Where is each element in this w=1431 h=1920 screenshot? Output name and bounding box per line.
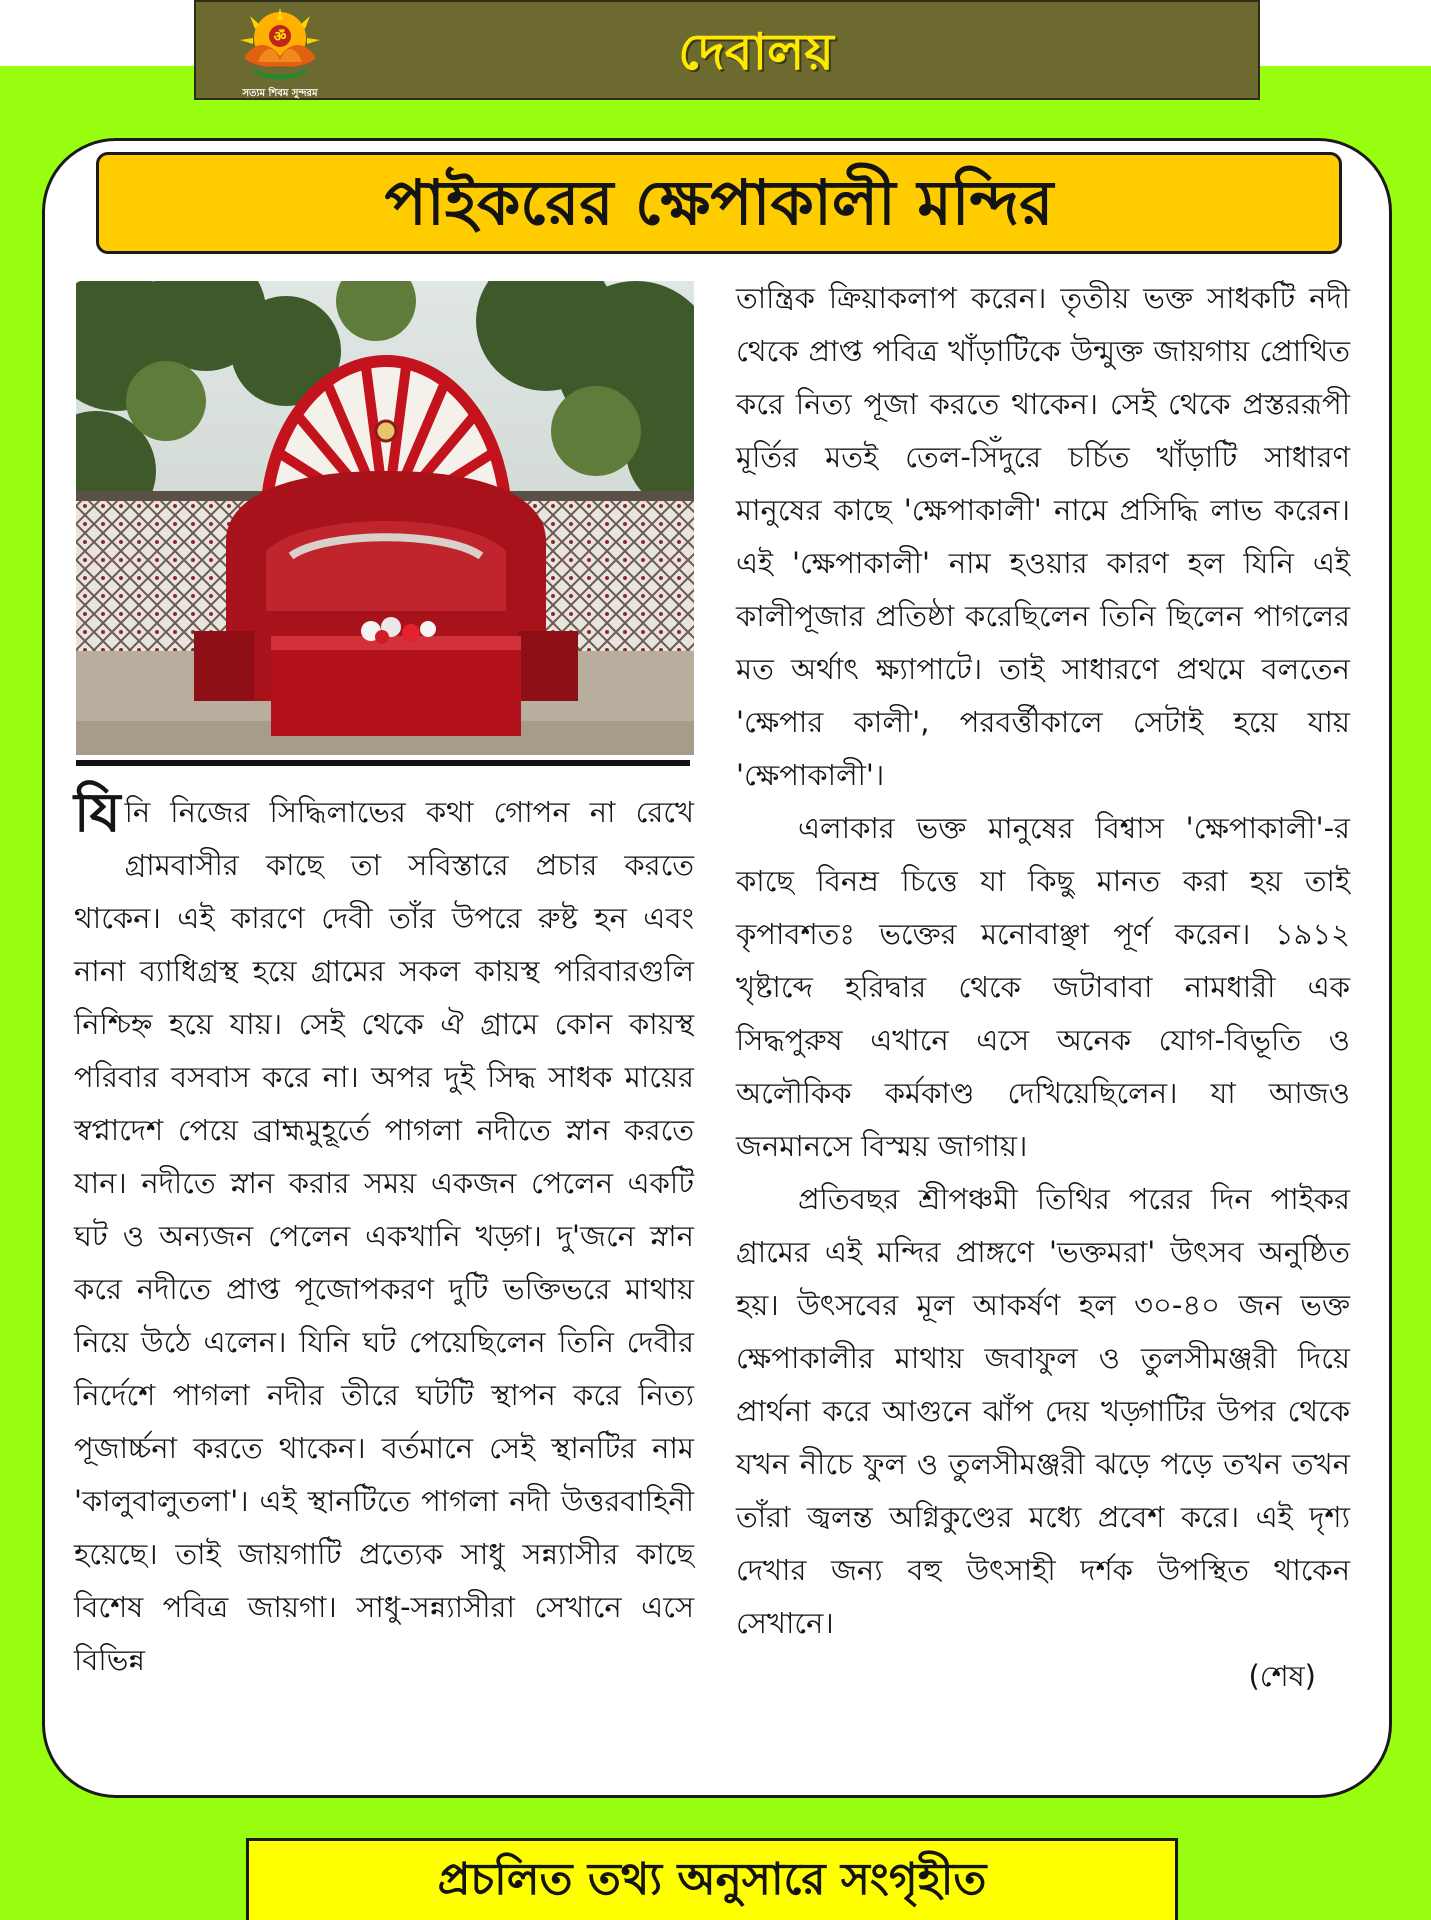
article-left-column (74, 781, 694, 1687)
paragraph-text: নি নিজের সিদ্ধিলাভের কথা গোপন না রেখে গ্রামবাসীর কাছে তা সবিস্তারে প্রচার করতে থাকেন। এই কারণে দেবী তাঁর উপরে রুষ্ট হন এবং নানা ব্যাধিগ্রস্থ হয়ে গ্রামের সকল কায়স্থ পরিবারগুলি নিশ্চিহ্ন হয়ে যায়। সেই থেকে ঐ গ্রামে কোন কায়স্থ পরিবার বসবাস করে না। অপর দুই সিদ্ধ সাধক মায়ের স্বপ্নাদেশ পেয়ে ব্রাহ্মমুহূর্তে পাগলা নদীতে স্নান করতে যান। নদীতে স্নান করার সময় একজন পেলেন একটি ঘট ও অন্যজন পেলেন একখানি খড়্গ। দু'জনে স্নান করে নদীতে প্রাপ্ত পূজোপকরণ দুটি ভক্তিভরে মাথায় নিয়ে উঠে এলেন। যিনি ঘট পেয়েছিলেন তিনি দেবীর নির্দেশে পাগলা নদীর তীরে ঘটটি স্থাপন করে নিত্য পূজার্চ্চনা করতে থাকেন। বর্তমানে সেই স্থানটির নাম 'কালুবালুতলা'। এই স্থানটিতে পাগলা নদী উত্তরবাহিনী হয়েছে। তাই জায়গাটি প্রত্যেক সাধু সন্ন্যাসীর কাছে বিশেষ পবিত্র জায়গা। সাধু-সন্ন্যাসীরা সেখানে এসে বিভিন্ন (74, 795, 694, 1677)
paragraph (74, 781, 694, 1687)
paragraph: প্রতিবছর শ্রীপঞ্চমী তিথির পরের দিন পাইকর গ্রামের এই মন্দির প্রাঙ্গণে 'ভক্তমরা' উৎসব অনুষ্ঠিত হয়। উৎসবের মূল আকর্ষণ হল ৩০-৪০ জন ভক্ত ক্ষেপাকালীর মাথায় জবাফুল ও তুলসীমঞ্জরী দিয়ে প্রার্থনা করে আগুনে ঝাঁপ দেয় খড়্গাটির উপর থেকে যখন নীচে ফুল ও তুলসীমঞ্জরী ঝড়ে পড়ে তখন তখন তাঁরা জ্বলন্ত অগ্নিকুণ্ডের মধ্যে প্রবেশ করে। এই দৃশ্য দেখার জন্য বহু উৎসাহী দর্শক উপস্থিত থাকেন সেখানে। (736, 1182, 1350, 1640)
article-title: পাইকরের ক্ষেপাকালী মন্দির (384, 166, 1054, 239)
paragraph: তান্ত্রিক ক্রিয়াকলাপ করেন। তৃতীয় ভক্ত সাধকটি নদী থেকে প্রাপ্ত পবিত্র খাঁড়াটিকে উন্মুক্ত জায়গায় প্রোথিত করে নিত্য পূজা করতে থাকেন। সেই থেকে প্রস্তররূপী মূর্তির মতই তেল-সিঁদুরে চর্চিত খাঁড়াটি সাধারণ মানুষের কাছে 'ক্ষেপাকালী' নামে প্রসিদ্ধি লাভ করেন। এই 'ক্ষেপাকালী' নাম হওয়ার কারণ হল যিনি এই কালীপূজার প্রতিষ্ঠা করেছিলেন তিনি ছিলেন পাগলের মত অর্থাৎ ক্ষ্যাপাটে। তাই সাধারণে প্রথমে বলতেন 'ক্ষেপার কালী', পরবর্ত্তীকালে সেটাই হয়ে যায় 'ক্ষেপাকালী'। (736, 281, 1350, 792)
footer-note: প্রচলিত তথ্য অনুসারে সংগৃহীত (437, 1854, 987, 1905)
svg-text:ॐ: ॐ (273, 29, 287, 45)
temple-photo-icon (76, 281, 694, 755)
paragraph: এলাকার ভক্ত মানুষের বিশ্বাস 'ক্ষেপাকালী'-র কাছে বিনম্র চিত্তে যা কিছু মানত করা হয় তাই কৃপাবশতঃ ভক্তের মনোবাঞ্ছা পূর্ণ করেন। ১৯১২ খৃষ্টাব্দে হরিদ্বার থেকে জটাবাবা নামধারী এক সিদ্ধপুরুষ এখানে এসে অনেক যোগ-বিভূতি ও অলৌকিক কর্মকাণ্ড দেখিয়েছিলেন। যা আজও জনমানসে বিস্ময় জাগায়। (736, 811, 1350, 1163)
drop-cap: যি (74, 781, 121, 844)
om-lotus-logo-icon (220, 6, 340, 98)
magazine-section-title: দেবালয় (678, 23, 834, 81)
photo-underline (76, 760, 690, 766)
article-title-box (96, 152, 1342, 254)
masthead (194, 0, 1260, 100)
article-right-column (736, 272, 1350, 1703)
end-mark: (শেষ) (1248, 1659, 1316, 1693)
footer-note-box (246, 1838, 1178, 1920)
logo-motto: সত্যম শিবম সুন্দরম (242, 88, 318, 99)
